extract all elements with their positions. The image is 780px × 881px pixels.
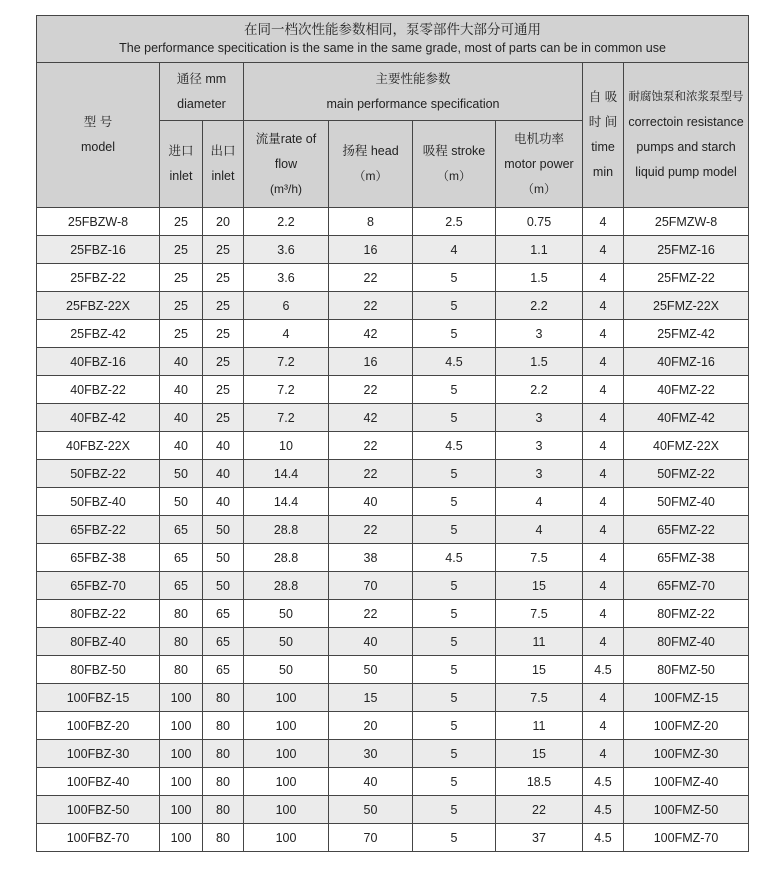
- cell-stroke: 5: [413, 656, 496, 684]
- cell-head: 22: [329, 432, 413, 460]
- cell-head: 70: [329, 572, 413, 600]
- cell-stroke: 4.5: [413, 432, 496, 460]
- cell-self-priming-time: 4: [583, 404, 624, 432]
- table-row: [37, 292, 749, 320]
- cell-outlet-diameter: 25: [203, 376, 244, 404]
- table-row: [37, 628, 749, 656]
- cell-model: 65FBZ-38: [37, 544, 160, 572]
- cell-inlet-diameter: 65: [160, 516, 203, 544]
- cell-inlet-diameter: 100: [160, 684, 203, 712]
- cell-inlet-diameter: 25: [160, 208, 203, 236]
- cell-inlet-diameter: 80: [160, 628, 203, 656]
- col-header-main-performance-en: main performance specification: [326, 96, 500, 111]
- cell-flow-rate: 50: [244, 656, 329, 684]
- header-row-1: [37, 63, 749, 121]
- cell-inlet-diameter: 100: [160, 824, 203, 852]
- cell-flow-rate: 7.2: [244, 348, 329, 376]
- cell-self-priming-time: 4.5: [583, 768, 624, 796]
- cell-motor-power: 37: [496, 824, 583, 852]
- cell-motor-power: 15: [496, 572, 583, 600]
- cell-outlet-diameter: 65: [203, 600, 244, 628]
- col-header-stroke-unit: （m）: [437, 169, 471, 183]
- cell-fmz-model: 25FMZW-8: [624, 208, 749, 236]
- cell-outlet-diameter: 65: [203, 656, 244, 684]
- cell-inlet-diameter: 25: [160, 292, 203, 320]
- cell-inlet-diameter: 65: [160, 544, 203, 572]
- cell-stroke: 5: [413, 796, 496, 824]
- cell-head: 42: [329, 320, 413, 348]
- cell-motor-power: 22: [496, 796, 583, 824]
- cell-flow-rate: 14.4: [244, 488, 329, 516]
- cell-flow-rate: 28.8: [244, 572, 329, 600]
- cell-motor-power: 18.5: [496, 768, 583, 796]
- cell-stroke: 4: [413, 236, 496, 264]
- cell-motor-power: 7.5: [496, 600, 583, 628]
- cell-head: 22: [329, 376, 413, 404]
- cell-motor-power: 7.5: [496, 544, 583, 572]
- col-header-outlet-en: inlet: [211, 169, 235, 183]
- cell-stroke: 4.5: [413, 348, 496, 376]
- table-row: [37, 712, 749, 740]
- cell-self-priming-time: 4.5: [583, 796, 624, 824]
- cell-head: 30: [329, 740, 413, 768]
- cell-model: 80FBZ-40: [37, 628, 160, 656]
- cell-fmz-model: 40FMZ-22: [624, 376, 749, 404]
- cell-motor-power: 7.5: [496, 684, 583, 712]
- cell-self-priming-time: 4: [583, 488, 624, 516]
- cell-motor-power: 1.5: [496, 348, 583, 376]
- cell-inlet-diameter: 25: [160, 236, 203, 264]
- cell-fmz-model: 50FMZ-22: [624, 460, 749, 488]
- cell-fmz-model: 40FMZ-42: [624, 404, 749, 432]
- cell-outlet-diameter: 80: [203, 712, 244, 740]
- cell-model: 65FBZ-70: [37, 572, 160, 600]
- col-header-fmz-zh: 耐腐蚀泵和浓浆泵型号: [628, 91, 744, 103]
- cell-outlet-diameter: 80: [203, 740, 244, 768]
- cell-inlet-diameter: 100: [160, 768, 203, 796]
- title-row: [37, 16, 749, 63]
- cell-stroke: 5: [413, 824, 496, 852]
- cell-stroke: 4.5: [413, 544, 496, 572]
- cell-stroke: 5: [413, 628, 496, 656]
- cell-self-priming-time: 4: [583, 572, 624, 600]
- cell-motor-power: 2.2: [496, 376, 583, 404]
- cell-self-priming-time: 4: [583, 460, 624, 488]
- col-header-stroke-label: 吸程 stroke: [422, 144, 486, 158]
- cell-stroke: 5: [413, 320, 496, 348]
- cell-inlet-diameter: 100: [160, 740, 203, 768]
- cell-model: 40FBZ-22X: [37, 432, 160, 460]
- col-header-motor-power: [496, 121, 583, 208]
- cell-inlet-diameter: 40: [160, 376, 203, 404]
- cell-fmz-model: 65FMZ-22: [624, 516, 749, 544]
- cell-fmz-model: 25FMZ-42: [624, 320, 749, 348]
- col-header-flow-label: 流量rate of flow: [255, 131, 317, 171]
- cell-fmz-model: 100FMZ-50: [624, 796, 749, 824]
- col-header-flow: [244, 121, 329, 208]
- table-row: [37, 824, 749, 852]
- col-header-outlet: [203, 121, 244, 208]
- col-header-main-performance: [244, 63, 583, 121]
- cell-inlet-diameter: 25: [160, 320, 203, 348]
- cell-head: 50: [329, 656, 413, 684]
- table-header: [37, 16, 749, 208]
- cell-head: 22: [329, 292, 413, 320]
- cell-self-priming-time: 4: [583, 628, 624, 656]
- cell-motor-power: 4: [496, 516, 583, 544]
- cell-head: 50: [329, 796, 413, 824]
- col-header-head-unit: （m）: [353, 169, 388, 183]
- col-header-motor-power-unit: （m）: [522, 181, 556, 196]
- col-header-model-en: model: [80, 140, 116, 154]
- cell-model: 25FBZ-22X: [37, 292, 160, 320]
- cell-motor-power: 1.5: [496, 264, 583, 292]
- cell-fmz-model: 50FMZ-40: [624, 488, 749, 516]
- col-header-fmz-model: [624, 63, 749, 208]
- cell-motor-power: 3: [496, 320, 583, 348]
- table-row: [37, 432, 749, 460]
- cell-outlet-diameter: 25: [203, 264, 244, 292]
- cell-fmz-model: 100FMZ-20: [624, 712, 749, 740]
- cell-fmz-model: 25FMZ-22X: [624, 292, 749, 320]
- cell-fmz-model: 65FMZ-38: [624, 544, 749, 572]
- cell-outlet-diameter: 40: [203, 432, 244, 460]
- cell-fmz-model: 40FMZ-16: [624, 348, 749, 376]
- col-header-stroke: [413, 121, 496, 208]
- col-header-fmz-en3: liquid pump model: [635, 165, 737, 179]
- cell-model: 25FBZ-22: [37, 264, 160, 292]
- cell-head: 70: [329, 824, 413, 852]
- col-header-diameter-zh: 通径 mm: [176, 71, 227, 86]
- cell-self-priming-time: 4: [583, 544, 624, 572]
- cell-head: 20: [329, 712, 413, 740]
- cell-flow-rate: 7.2: [244, 404, 329, 432]
- table-title-zh: 在同一档次性能参数相同，泵零部件大部分可通用: [244, 22, 542, 37]
- table-row: [37, 488, 749, 516]
- cell-model: 100FBZ-15: [37, 684, 160, 712]
- cell-motor-power: 11: [496, 712, 583, 740]
- cell-fmz-model: 80FMZ-40: [624, 628, 749, 656]
- cell-outlet-diameter: 20: [203, 208, 244, 236]
- cell-self-priming-time: 4: [583, 516, 624, 544]
- cell-fmz-model: 100FMZ-30: [624, 740, 749, 768]
- cell-motor-power: 2.2: [496, 292, 583, 320]
- cell-inlet-diameter: 40: [160, 348, 203, 376]
- cell-model: 100FBZ-40: [37, 768, 160, 796]
- cell-model: 40FBZ-16: [37, 348, 160, 376]
- table-title: [37, 16, 749, 63]
- cell-inlet-diameter: 80: [160, 656, 203, 684]
- col-header-main-performance-zh: 主要性能参数: [375, 71, 451, 86]
- cell-stroke: 5: [413, 712, 496, 740]
- table-row: [37, 460, 749, 488]
- cell-self-priming-time: 4: [583, 432, 624, 460]
- cell-self-priming-time: 4: [583, 236, 624, 264]
- cell-model: 25FBZW-8: [37, 208, 160, 236]
- cell-fmz-model: 100FMZ-70: [624, 824, 749, 852]
- cell-self-priming-time: 4: [583, 740, 624, 768]
- col-header-motor-power-en: motor power: [504, 156, 574, 171]
- cell-outlet-diameter: 80: [203, 796, 244, 824]
- cell-fmz-model: 80FMZ-50: [624, 656, 749, 684]
- cell-stroke: 5: [413, 376, 496, 404]
- col-header-inlet-en: inlet: [169, 169, 193, 183]
- cell-outlet-diameter: 50: [203, 516, 244, 544]
- cell-flow-rate: 28.8: [244, 516, 329, 544]
- cell-flow-rate: 3.6: [244, 264, 329, 292]
- cell-head: 22: [329, 264, 413, 292]
- cell-head: 16: [329, 348, 413, 376]
- cell-flow-rate: 14.4: [244, 460, 329, 488]
- cell-model: 100FBZ-30: [37, 740, 160, 768]
- col-header-fmz-en2: pumps and starch: [636, 140, 736, 154]
- cell-head: 16: [329, 236, 413, 264]
- cell-self-priming-time: 4.5: [583, 824, 624, 852]
- col-header-outlet-zh: 出口: [210, 144, 236, 158]
- cell-fmz-model: 100FMZ-15: [624, 684, 749, 712]
- cell-flow-rate: 100: [244, 824, 329, 852]
- table-row: [37, 348, 749, 376]
- cell-inlet-diameter: 40: [160, 404, 203, 432]
- cell-outlet-diameter: 65: [203, 628, 244, 656]
- cell-fmz-model: 65FMZ-70: [624, 572, 749, 600]
- cell-inlet-diameter: 50: [160, 488, 203, 516]
- cell-head: 40: [329, 488, 413, 516]
- table-row: [37, 600, 749, 628]
- cell-flow-rate: 4: [244, 320, 329, 348]
- cell-flow-rate: 100: [244, 796, 329, 824]
- table-row: [37, 208, 749, 236]
- table-row: [37, 376, 749, 404]
- cell-stroke: 5: [413, 516, 496, 544]
- col-header-self-priming-time: [583, 63, 624, 208]
- cell-outlet-diameter: 80: [203, 824, 244, 852]
- cell-fmz-model: 100FMZ-40: [624, 768, 749, 796]
- table-row: [37, 516, 749, 544]
- col-header-head-label: 扬程 head: [342, 144, 399, 158]
- table-body: [37, 208, 749, 852]
- table-row: [37, 320, 749, 348]
- cell-outlet-diameter: 80: [203, 684, 244, 712]
- table-row: [37, 264, 749, 292]
- cell-stroke: 5: [413, 572, 496, 600]
- cell-motor-power: 3: [496, 404, 583, 432]
- cell-inlet-diameter: 40: [160, 432, 203, 460]
- cell-outlet-diameter: 25: [203, 292, 244, 320]
- cell-self-priming-time: 4.5: [583, 656, 624, 684]
- cell-outlet-diameter: 25: [203, 404, 244, 432]
- cell-self-priming-time: 4: [583, 684, 624, 712]
- cell-inlet-diameter: 100: [160, 796, 203, 824]
- cell-motor-power: 15: [496, 656, 583, 684]
- cell-model: 40FBZ-42: [37, 404, 160, 432]
- cell-outlet-diameter: 25: [203, 320, 244, 348]
- cell-model: 80FBZ-22: [37, 600, 160, 628]
- cell-model: 80FBZ-50: [37, 656, 160, 684]
- cell-stroke: 5: [413, 404, 496, 432]
- cell-inlet-diameter: 65: [160, 572, 203, 600]
- cell-stroke: 5: [413, 684, 496, 712]
- table-row: [37, 768, 749, 796]
- cell-motor-power: 3: [496, 460, 583, 488]
- table-row: [37, 544, 749, 572]
- cell-head: 42: [329, 404, 413, 432]
- cell-stroke: 5: [413, 460, 496, 488]
- cell-head: 22: [329, 516, 413, 544]
- cell-self-priming-time: 4: [583, 348, 624, 376]
- pump-spec-table: [36, 15, 749, 852]
- cell-motor-power: 0.75: [496, 208, 583, 236]
- cell-head: 22: [329, 460, 413, 488]
- cell-model: 100FBZ-70: [37, 824, 160, 852]
- cell-outlet-diameter: 25: [203, 236, 244, 264]
- table-row: [37, 404, 749, 432]
- cell-stroke: 5: [413, 740, 496, 768]
- cell-self-priming-time: 4: [583, 376, 624, 404]
- cell-fmz-model: 25FMZ-16: [624, 236, 749, 264]
- cell-outlet-diameter: 50: [203, 544, 244, 572]
- cell-flow-rate: 6: [244, 292, 329, 320]
- cell-self-priming-time: 4: [583, 208, 624, 236]
- cell-flow-rate: 100: [244, 740, 329, 768]
- cell-model: 25FBZ-16: [37, 236, 160, 264]
- cell-model: 50FBZ-40: [37, 488, 160, 516]
- table-row: [37, 684, 749, 712]
- cell-model: 25FBZ-42: [37, 320, 160, 348]
- cell-inlet-diameter: 25: [160, 264, 203, 292]
- col-header-time-en1: time: [591, 140, 615, 154]
- cell-flow-rate: 3.6: [244, 236, 329, 264]
- col-header-flow-unit: (m³/h): [270, 181, 302, 196]
- cell-flow-rate: 28.8: [244, 544, 329, 572]
- table-row: [37, 796, 749, 824]
- cell-stroke: 5: [413, 488, 496, 516]
- cell-outlet-diameter: 25: [203, 348, 244, 376]
- cell-model: 40FBZ-22: [37, 376, 160, 404]
- cell-model: 100FBZ-50: [37, 796, 160, 824]
- col-header-time-en2: min: [592, 165, 614, 179]
- cell-fmz-model: 25FMZ-22: [624, 264, 749, 292]
- cell-inlet-diameter: 80: [160, 600, 203, 628]
- cell-motor-power: 11: [496, 628, 583, 656]
- cell-head: 38: [329, 544, 413, 572]
- cell-outlet-diameter: 50: [203, 572, 244, 600]
- table-row: [37, 236, 749, 264]
- table-row: [37, 656, 749, 684]
- cell-flow-rate: 7.2: [244, 376, 329, 404]
- cell-stroke: 5: [413, 600, 496, 628]
- cell-flow-rate: 2.2: [244, 208, 329, 236]
- cell-stroke: 5: [413, 768, 496, 796]
- col-header-inlet-zh: 进口: [168, 144, 194, 158]
- cell-stroke: 2.5: [413, 208, 496, 236]
- cell-flow-rate: 50: [244, 600, 329, 628]
- cell-stroke: 5: [413, 292, 496, 320]
- cell-flow-rate: 50: [244, 628, 329, 656]
- col-header-motor-power-zh: 电机功率: [513, 131, 564, 146]
- col-header-model: [37, 63, 160, 208]
- col-header-inlet: [160, 121, 203, 208]
- cell-model: 50FBZ-22: [37, 460, 160, 488]
- cell-model: 65FBZ-22: [37, 516, 160, 544]
- cell-outlet-diameter: 40: [203, 488, 244, 516]
- cell-motor-power: 3: [496, 432, 583, 460]
- cell-inlet-diameter: 100: [160, 712, 203, 740]
- cell-outlet-diameter: 40: [203, 460, 244, 488]
- cell-self-priming-time: 4: [583, 600, 624, 628]
- cell-self-priming-time: 4: [583, 320, 624, 348]
- cell-flow-rate: 100: [244, 684, 329, 712]
- table-title-en: The performance specitication is the same in the same grade, most of parts can be in common use: [119, 41, 666, 55]
- cell-motor-power: 15: [496, 740, 583, 768]
- cell-self-priming-time: 4: [583, 292, 624, 320]
- col-header-diameter-en: diameter: [177, 96, 226, 111]
- cell-fmz-model: 80FMZ-22: [624, 600, 749, 628]
- cell-flow-rate: 10: [244, 432, 329, 460]
- col-header-model-zh: 型 号: [83, 115, 113, 129]
- cell-flow-rate: 100: [244, 712, 329, 740]
- table-row: [37, 572, 749, 600]
- cell-head: 40: [329, 768, 413, 796]
- cell-motor-power: 4: [496, 488, 583, 516]
- cell-head: 8: [329, 208, 413, 236]
- cell-head: 15: [329, 684, 413, 712]
- cell-inlet-diameter: 50: [160, 460, 203, 488]
- cell-self-priming-time: 4: [583, 264, 624, 292]
- col-header-head: [329, 121, 413, 208]
- cell-head: 40: [329, 628, 413, 656]
- col-header-time-zh1: 自 吸: [588, 90, 618, 104]
- col-header-diameter: [160, 63, 244, 121]
- cell-self-priming-time: 4: [583, 712, 624, 740]
- cell-motor-power: 1.1: [496, 236, 583, 264]
- cell-fmz-model: 40FMZ-22X: [624, 432, 749, 460]
- cell-stroke: 5: [413, 264, 496, 292]
- table-row: [37, 740, 749, 768]
- cell-outlet-diameter: 80: [203, 768, 244, 796]
- col-header-fmz-en1: correctoin resistance: [628, 115, 744, 129]
- cell-model: 100FBZ-20: [37, 712, 160, 740]
- cell-head: 22: [329, 600, 413, 628]
- col-header-time-zh2: 时 间: [588, 115, 618, 129]
- cell-flow-rate: 100: [244, 768, 329, 796]
